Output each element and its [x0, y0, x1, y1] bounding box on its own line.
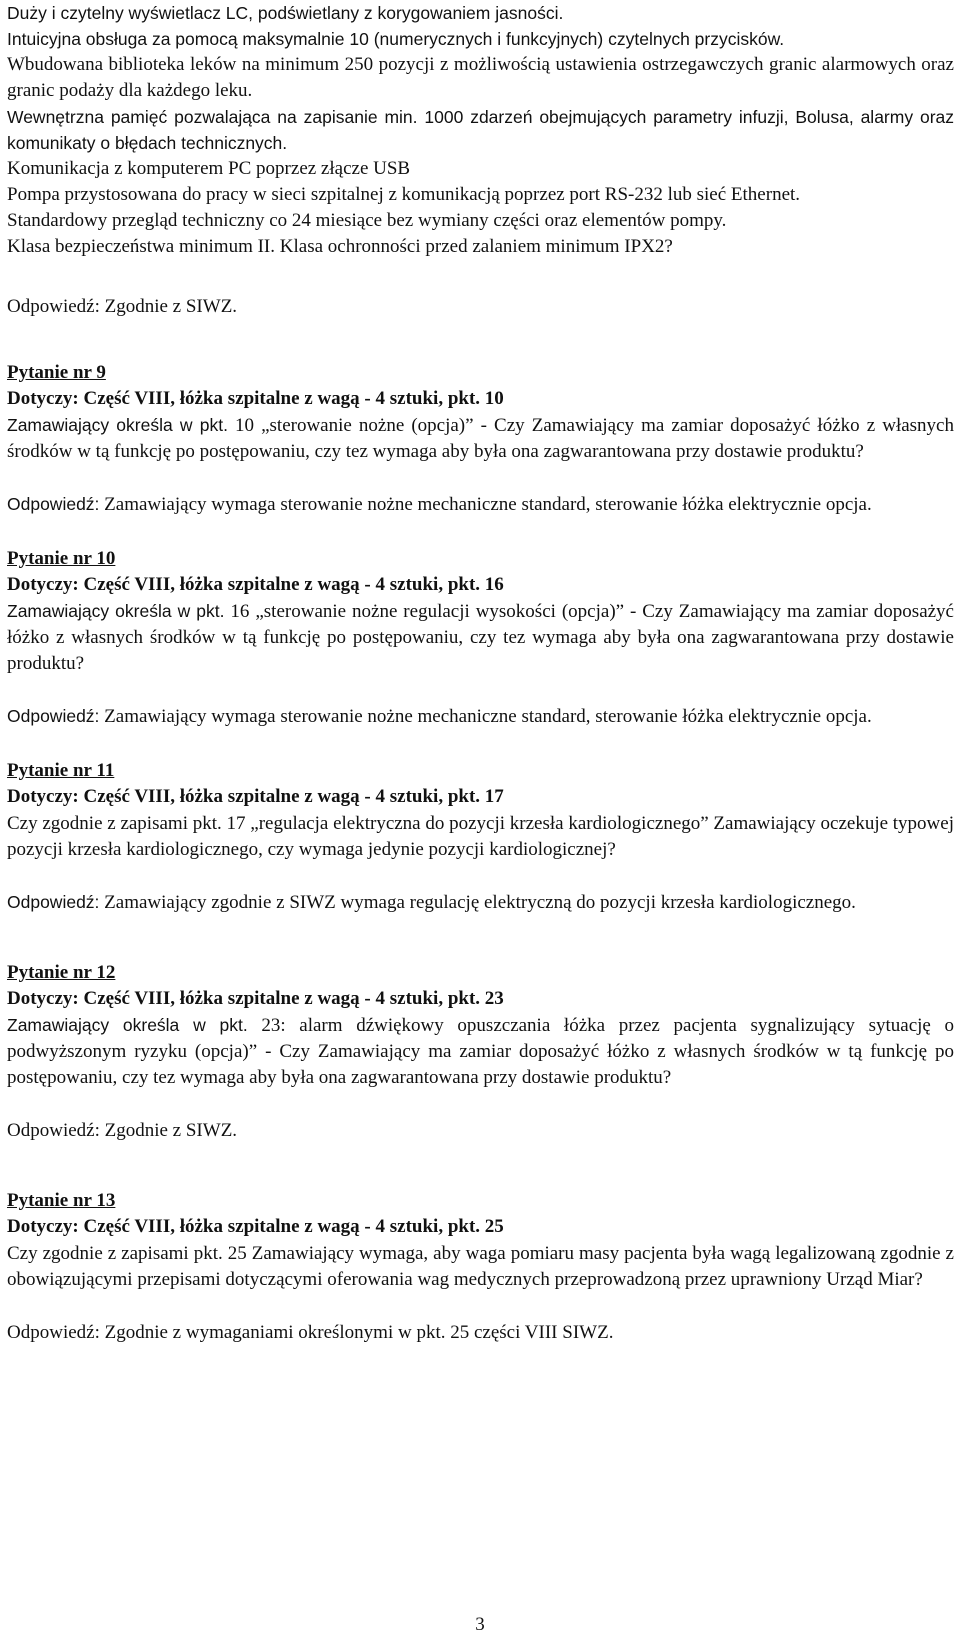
answer-body: Zamawiający wymaga sterowanie nożne mechaniczne standard, sterowanie łóżka elektrycznie opcja. [99, 706, 872, 727]
question-lead: Zamawiający określa w pkt. [7, 1015, 248, 1035]
question-text [7, 1240, 954, 1293]
intro-line: Komunikacja z komputerem PC poprzez złącze USB [7, 158, 411, 179]
intro-line: Duży i czytelny wyświetlacz LC, podświetlany z korygowaniem jasności. [7, 3, 564, 23]
answer-lead: Odpowiedź: [7, 892, 100, 912]
intro-section [7, 0, 954, 320]
question-title: Pytanie nr 12 [7, 962, 116, 983]
page-number: 3 [475, 1614, 485, 1635]
question-block [7, 960, 954, 1144]
question-subject: Dotyczy: Część VIII, łóżka szpitalne z wagą - 4 sztuki, pkt. 17 [7, 786, 504, 807]
question-title: Pytanie nr 10 [7, 548, 116, 569]
question-body: 10 „sterowanie nożne (opcja)” - Czy Zamawiający ma zamiar doposażyć łóżko z własnych środków w tą funkcję po postępowaniu, czy tez wymaga aby była ona zagwarantowana przy dostawie produktu? [7, 415, 954, 462]
question-block [7, 758, 954, 916]
question-text [7, 598, 954, 677]
intro-line: Wewnętrzna pamięć pozwalająca na zapisanie min. 1000 zdarzeń obejmujących parametry infuzji, Bolusa, alarmy oraz komunikaty o błędach technicznych. [7, 107, 954, 153]
answer-text [7, 1319, 954, 1346]
intro-line: Intuicyjna obsługa za pomocą maksymalnie 10 (numerycznych i funkcyjnych) czytelnych przycisków. [7, 29, 785, 49]
question-subject: Dotyczy: Część VIII, łóżka szpitalne z wagą - 4 sztuki, pkt. 23 [7, 988, 504, 1009]
answer-text [7, 491, 954, 518]
intro-answer: Odpowiedź: Zgodnie z SIWZ. [7, 296, 238, 317]
question-block [7, 360, 954, 518]
answer-body: Odpowiedź: Zgodnie z SIWZ. [7, 1120, 238, 1141]
question-body: Czy zgodnie z zapisami pkt. 17 „regulacja elektryczna do pozycji krzesła kardiologicznego” Zamawiający oczekuje typowej pozycji krzesła kardiologicznego, czy wymaga jedynie pozycji kardiologicznej? [7, 813, 954, 860]
question-text [7, 412, 954, 465]
question-body: 23: alarm dźwiękowy opuszczania łóżka przez pacjenta sygnalizujący sytuację o podwyższonym ryzyku (opcja)” - Czy Zamawiający ma zamiar doposażyć łóżko z własnych środków w tą funkcję po postępowaniu, czy tez wymaga aby była ona zagwarantowana przy dostawie produktu? [7, 1015, 954, 1088]
intro-line: Wbudowana biblioteka leków na minimum 250 pozycji z możliwością ustawienia ostrzegawczych granic alarmowych oraz granic podaży dla każdego leku. [7, 54, 954, 101]
question-subject: Dotyczy: Część VIII, łóżka szpitalne z wagą - 4 sztuki, pkt. 25 [7, 1216, 504, 1237]
answer-text [7, 1117, 954, 1144]
document-page [7, 0, 954, 1346]
answer-body: Odpowiedź: Zgodnie z wymaganiami określonymi w pkt. 25 części VIII SIWZ. [7, 1322, 614, 1343]
answer-text [7, 703, 954, 730]
question-block [7, 1188, 954, 1346]
intro-line: Standardowy przegląd techniczny co 24 miesiące bez wymiany części oraz elementów pompy. [7, 210, 727, 231]
answer-body: Zamawiający wymaga sterowanie nożne mechaniczne standard, sterowanie łóżka elektrycznie opcja. [99, 494, 872, 515]
question-body: Czy zgodnie z zapisami pkt. 25 Zamawiający wymaga, aby waga pomiaru masy pacjenta była wagą legalizowaną zgodnie z obowiązującymi przepisami dotyczącymi oferowania wag medycznych przeprowadzoną przez uprawniony Urząd Miar? [7, 1243, 954, 1290]
answer-lead: Odpowiedź: [7, 706, 100, 726]
question-title: Pytanie nr 9 [7, 362, 106, 383]
question-lead: Zamawiający określa w pkt. [7, 415, 228, 435]
answer-lead: Odpowiedź: [7, 494, 100, 514]
intro-line: Klasa bezpieczeństwa minimum II. Klasa ochronności przed zalaniem minimum IPX2? [7, 236, 673, 257]
question-block [7, 546, 954, 730]
answer-text [7, 889, 954, 916]
question-subject: Dotyczy: Część VIII, łóżka szpitalne z wagą - 4 sztuki, pkt. 16 [7, 574, 504, 595]
intro-line: Pompa przystosowana do pracy w sieci szpitalnej z komunikacją poprzez port RS-232 lub sieć Ethernet. [7, 184, 801, 205]
question-text [7, 1012, 954, 1091]
answer-body: Zamawiający zgodnie z SIWZ wymaga regulację elektryczną do pozycji krzesła kardiologicznego. [99, 892, 856, 913]
question-title: Pytanie nr 11 [7, 760, 115, 781]
question-text [7, 810, 954, 863]
question-lead: Zamawiający określa w pkt. [7, 601, 225, 621]
question-body: 16 „sterowanie nożne regulacji wysokości (opcja)” - Czy Zamawiający ma zamiar doposażyć łóżko z własnych środków w tą funkcję po postępowaniu, czy tez wymaga aby była ona zagwarantowana przy dostawie produktu? [7, 601, 954, 674]
question-title: Pytanie nr 13 [7, 1190, 116, 1211]
question-subject: Dotyczy: Część VIII, łóżka szpitalne z wagą - 4 sztuki, pkt. 10 [7, 388, 504, 409]
